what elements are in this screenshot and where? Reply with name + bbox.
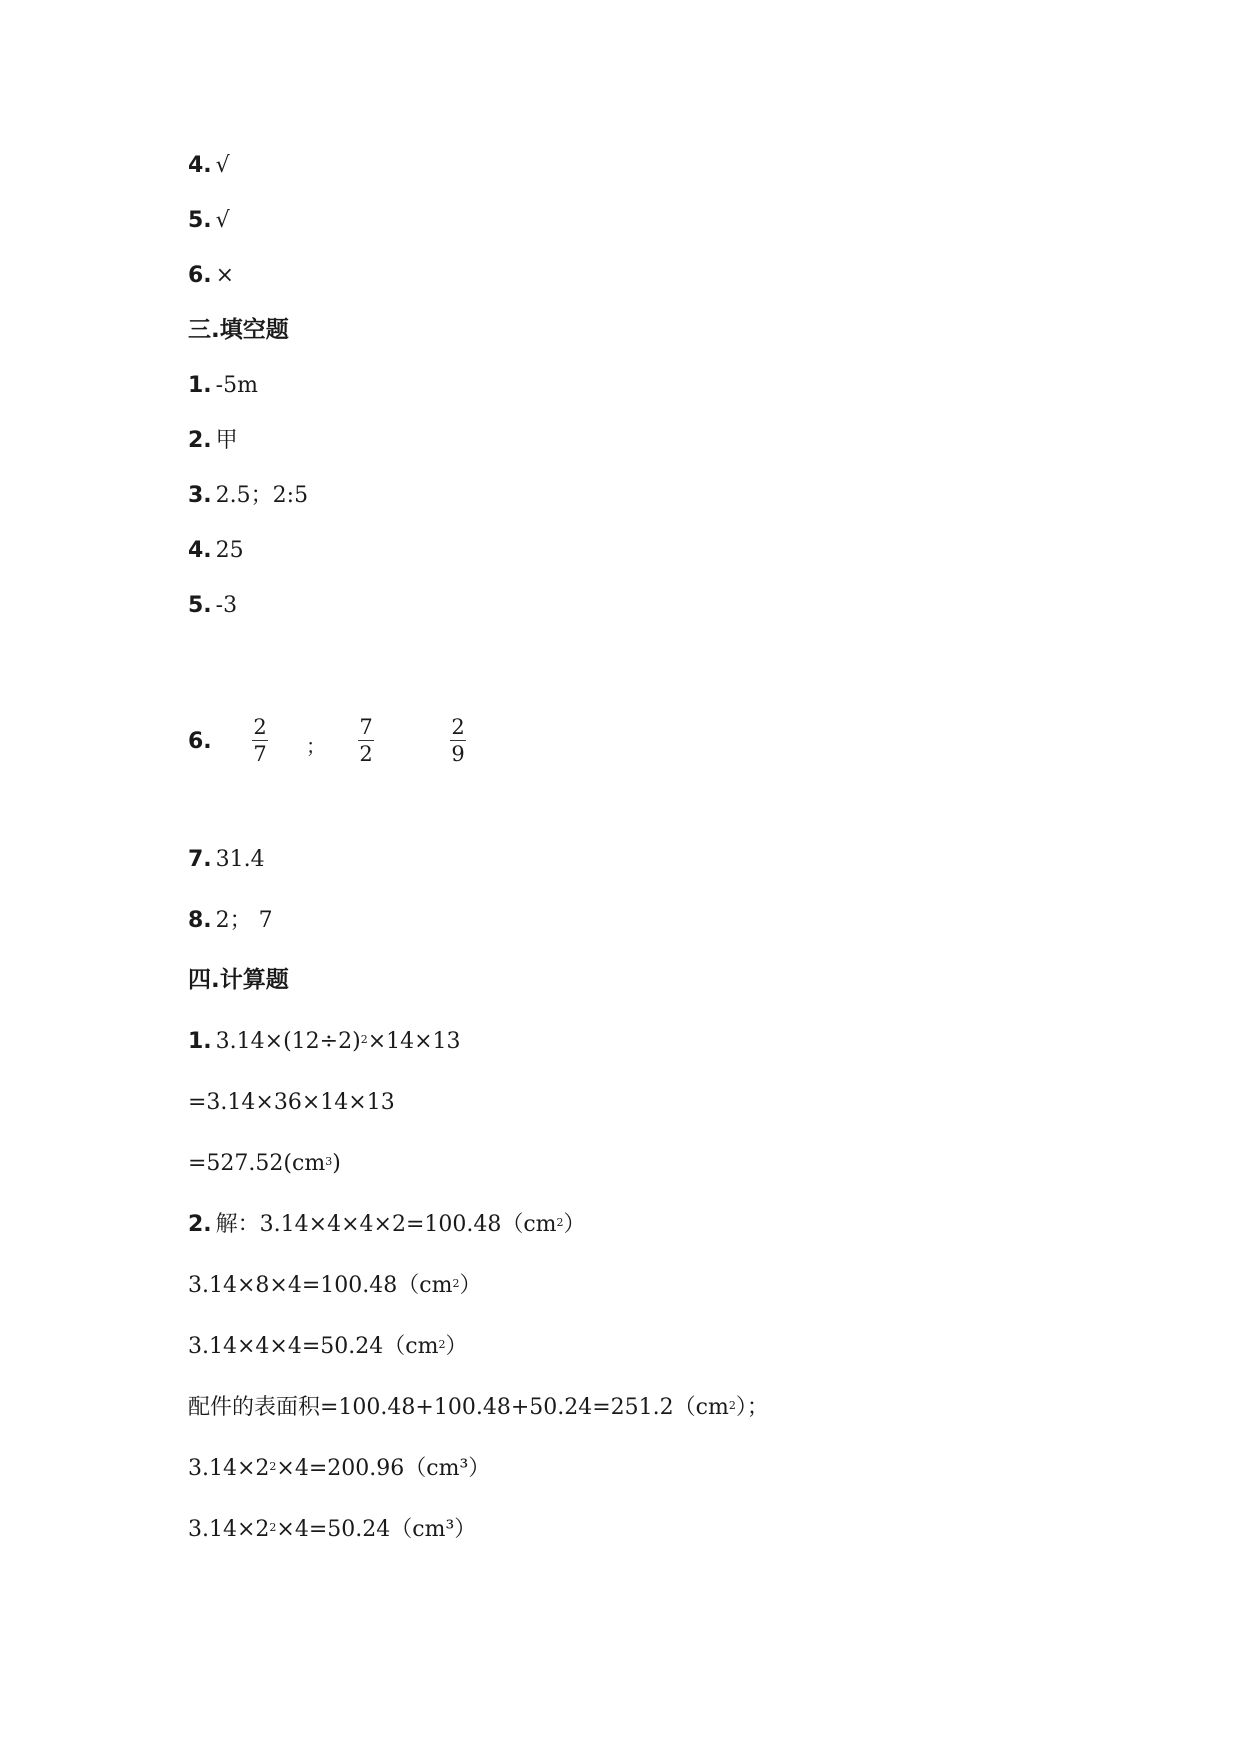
fraction-numerator: 2 (253, 715, 267, 739)
calc-text: 3.14×(12÷2) (215, 1029, 361, 1054)
answer-line (188, 207, 230, 235)
calc-line (188, 1333, 467, 1361)
calc-text-after: ×4=50.24（cm³） (276, 1517, 477, 1542)
item-number: 5. (188, 208, 212, 233)
fraction (450, 716, 466, 765)
fraction-numerator: 2 (451, 715, 465, 739)
calc-text: =527.52(cm (188, 1151, 326, 1176)
superscript: 2 (269, 1460, 277, 1473)
section-heading: 四.计算题 (188, 967, 289, 993)
superscript: 2 (728, 1399, 736, 1412)
fraction-bar (450, 740, 466, 741)
calc-line (188, 1272, 481, 1300)
superscript: 2 (556, 1216, 564, 1229)
answer-text: √ (215, 208, 230, 233)
fraction-denominator: 9 (451, 742, 465, 766)
fraction-bar (358, 740, 374, 741)
section-heading: 三.填空题 (188, 317, 289, 343)
item-number: 6. (188, 263, 212, 288)
calc-text-after: ） (445, 1334, 468, 1359)
answer-line (188, 907, 273, 935)
answer-line (188, 592, 237, 620)
answer-text: √ (215, 153, 230, 178)
answer-line (188, 427, 238, 455)
answer-text: 2.5；2:5 (215, 483, 309, 508)
item-number: 2. (188, 428, 212, 453)
item-number: 1. (188, 1029, 212, 1054)
item-number: 4. (188, 538, 212, 563)
calc-line (188, 1150, 341, 1178)
separator: ； (306, 734, 326, 758)
calc-text: 3.14×2 (188, 1456, 270, 1481)
answer-line (188, 846, 265, 874)
item-number: 6. (188, 729, 212, 754)
answer-text: 31.4 (215, 847, 265, 872)
answer-text: 2； 7 (215, 908, 273, 933)
calc-text: 3.14×4×4=50.24（cm (188, 1334, 439, 1359)
calc-text: 解：3.14×4×4×2=100.48（cm (215, 1212, 557, 1237)
fraction-denominator: 2 (359, 742, 373, 766)
answer-line (188, 152, 230, 180)
calc-text-after: ） (563, 1212, 586, 1237)
calc-line (188, 1089, 395, 1117)
item-number: 7. (188, 847, 212, 872)
answer-line (188, 482, 308, 510)
calc-text-after: ） (459, 1273, 482, 1298)
calc-line (188, 1211, 586, 1239)
calc-text-after: ) (332, 1151, 341, 1176)
calc-line (188, 1455, 490, 1483)
answer-text: 甲 (215, 428, 238, 453)
answer-line (188, 262, 234, 290)
calc-line (188, 1516, 476, 1544)
fraction (358, 716, 374, 765)
answer-text: -5m (215, 373, 258, 398)
calc-line (188, 1028, 461, 1056)
fraction-denominator: 7 (253, 742, 267, 766)
item-number: 8. (188, 908, 212, 933)
answer-text: -3 (215, 593, 238, 618)
calc-text: 配件的表面积=100.48+100.48+50.24=251.2（cm (188, 1395, 729, 1420)
answer-text: × (215, 263, 235, 288)
fraction (252, 716, 268, 765)
item-number: 2. (188, 1212, 212, 1237)
fraction-numerator: 7 (359, 715, 373, 739)
superscript: 2 (269, 1521, 277, 1534)
answer-line (188, 372, 258, 400)
calc-text: 3.14×2 (188, 1517, 270, 1542)
calc-text: =3.14×36×14×13 (188, 1090, 395, 1115)
answer-line (188, 728, 216, 756)
calc-line (188, 1394, 769, 1422)
answer-text: 25 (215, 538, 244, 563)
fraction-bar (252, 740, 268, 741)
answer-line (188, 537, 244, 565)
item-number: 4. (188, 153, 212, 178)
superscript: 3 (325, 1155, 333, 1168)
calc-text-after: ）； (735, 1395, 769, 1420)
superscript: 2 (438, 1338, 446, 1351)
item-number: 1. (188, 373, 212, 398)
superscript: 2 (452, 1277, 460, 1290)
item-number: 5. (188, 593, 212, 618)
calc-text-after: ×14×13 (367, 1029, 461, 1054)
calc-text-after: ×4=200.96（cm³） (276, 1456, 491, 1481)
calc-text: 3.14×8×4=100.48（cm (188, 1273, 453, 1298)
item-number: 3. (188, 483, 212, 508)
superscript: 2 (360, 1033, 368, 1046)
